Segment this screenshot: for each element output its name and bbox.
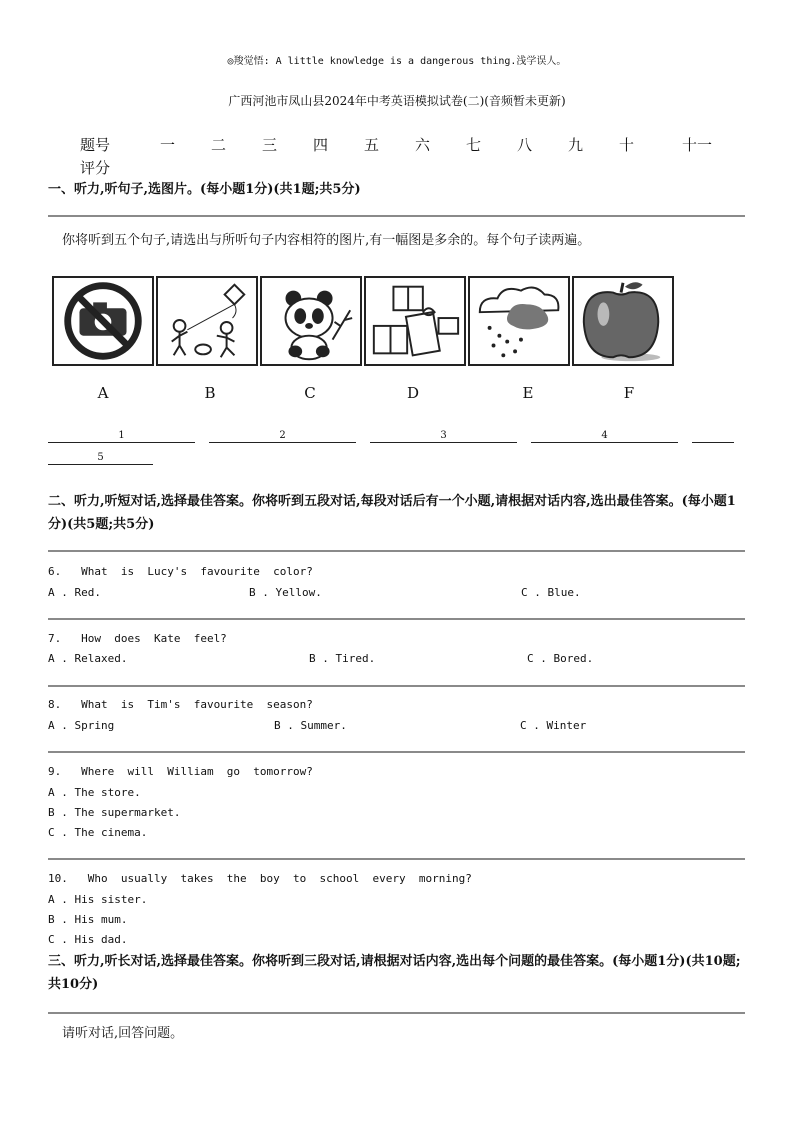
answer-blank-1[interactable]: 1	[48, 430, 195, 443]
kids-kite-icon	[158, 278, 256, 364]
divider	[48, 1012, 745, 1014]
score-col: 六	[415, 136, 431, 154]
picture-e	[468, 276, 570, 366]
picture-letter-b: B	[204, 384, 216, 402]
section2-heading: 二、听力,听短对话,选择最佳答案。你将听到五段对话,每段对话后有一个小题,请根据对话内容,选出最佳答案。(每小题1分)(共5题;共5分)	[48, 494, 736, 532]
gifts-icon	[366, 278, 464, 364]
score-col: 十一	[682, 136, 713, 154]
score-header-label: 题号	[80, 136, 111, 154]
page-title: 广西河池市凤山县2024年中考英语模拟试卷(二)(音频暂未更新)	[228, 94, 566, 108]
score-col: 七	[466, 136, 482, 154]
picture-a	[52, 276, 154, 366]
rain-cloud-icon	[470, 278, 568, 364]
score-col: 九	[568, 136, 584, 154]
option-10c[interactable]: C . His dad.	[48, 933, 128, 946]
section1-instruction: 你将听到五个句子,请选出与所听句子内容相符的图片,有一幅图是多余的。每个句子读两遍。	[62, 233, 591, 248]
divider	[48, 215, 745, 217]
answer-blank-4[interactable]: 4	[531, 430, 678, 443]
score-col: 二	[211, 136, 227, 154]
picture-f	[572, 276, 674, 366]
section3-heading: 三、听力,听长对话,选择最佳答案。你将听到三段对话,请根据对话内容,选出每个问题的最佳答案。(每小题1分)(共10题;共10分)	[48, 954, 741, 992]
question-8: 8. What is Tim's favourite season?	[48, 698, 313, 711]
divider	[48, 618, 745, 620]
score-col: 一	[160, 136, 176, 154]
panda-icon	[262, 278, 360, 364]
option-10b[interactable]: B . His mum.	[48, 913, 128, 926]
question-9: 9. Where will William go tomorrow?	[48, 765, 313, 778]
option-8b[interactable]: B . Summer.	[274, 719, 347, 732]
option-6a[interactable]: A . Red.	[48, 586, 101, 599]
option-8c[interactable]: C . Winter	[520, 719, 587, 732]
picture-letter-c: C	[304, 384, 316, 402]
answer-blank-5-start[interactable]	[692, 430, 734, 443]
picture-b	[156, 276, 258, 366]
picture-letter-e: E	[522, 384, 534, 402]
option-9b[interactable]: B . The supermarket.	[48, 806, 181, 819]
option-6b[interactable]: B . Yellow.	[249, 586, 322, 599]
score-row-label: 评分	[80, 159, 111, 177]
answer-blank-5[interactable]: 5	[48, 452, 153, 465]
option-7b[interactable]: B . Tired.	[309, 652, 376, 665]
option-9c[interactable]: C . The cinema.	[48, 826, 148, 839]
answer-blank-2[interactable]: 2	[209, 430, 356, 443]
score-col: 十	[619, 136, 635, 154]
section3-instruction: 请听对话,回答问题。	[62, 1026, 184, 1041]
option-7a[interactable]: A . Relaxed.	[48, 652, 128, 665]
divider	[48, 550, 745, 552]
score-col: 五	[364, 136, 380, 154]
section1-heading: 一、听力,听句子,选图片。(每小题1分)(共1题;共5分)	[48, 182, 361, 197]
option-9a[interactable]: A . The store.	[48, 786, 141, 799]
question-6: 6. What is Lucy's favourite color?	[48, 565, 313, 578]
picture-letter-d: D	[406, 384, 420, 402]
answer-blank-3[interactable]: 3	[370, 430, 517, 443]
option-6c[interactable]: C . Blue.	[521, 586, 581, 599]
page-motto: ◎羧觉悟: A little knowledge is a dangerous thing.浅学误人。	[227, 56, 567, 67]
no-camera-icon	[54, 278, 152, 364]
apple-icon	[574, 278, 672, 364]
question-10: 10. Who usually takes the boy to school every morning?	[48, 872, 472, 885]
divider	[48, 685, 745, 687]
picture-letter-a: A	[97, 384, 109, 402]
option-8a[interactable]: A . Spring	[48, 719, 115, 732]
picture-d	[364, 276, 466, 366]
divider	[48, 751, 745, 753]
question-7: 7. How does Kate feel?	[48, 632, 227, 645]
divider	[48, 858, 745, 860]
score-col: 三	[262, 136, 278, 154]
option-7c[interactable]: C . Bored.	[527, 652, 594, 665]
picture-letter-f: F	[623, 384, 635, 402]
score-col: 四	[313, 136, 329, 154]
score-col: 八	[517, 136, 533, 154]
option-10a[interactable]: A . His sister.	[48, 893, 148, 906]
picture-c	[260, 276, 362, 366]
